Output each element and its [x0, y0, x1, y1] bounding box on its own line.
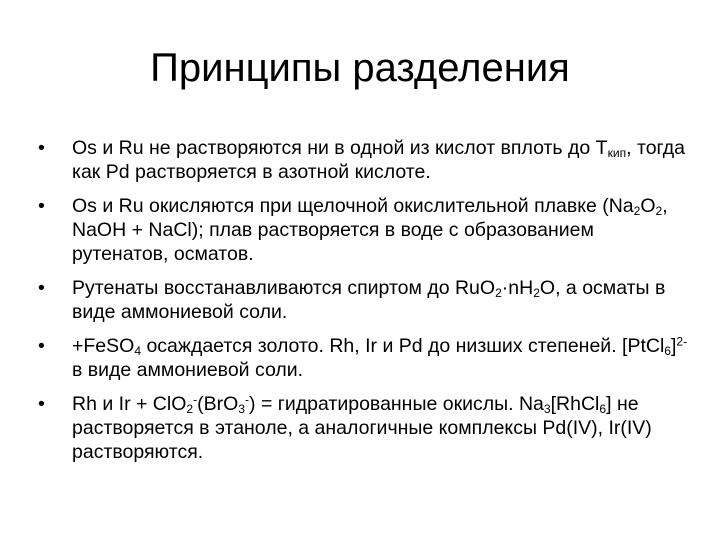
bullet-list — [34, 136, 694, 474]
slide-title: Принципы разделения — [150, 46, 570, 90]
subscript: 2 — [533, 286, 540, 301]
text-run: , тогда как Pd растворяется в азотной кислоте. — [72, 137, 685, 183]
subscript: 6 — [599, 402, 607, 417]
text-run: O, а осматы в виде аммониевой соли. — [72, 277, 666, 323]
subscript: 6 — [664, 344, 671, 359]
text-run: (BrO — [197, 393, 239, 415]
bullet-dot-icon: • — [38, 137, 45, 159]
bullet-text — [72, 195, 668, 265]
text-run: Os и Ru окисляются при щелочной окислительной плавке (Na — [72, 195, 634, 217]
subscript: 2 — [655, 204, 663, 219]
text-run: осаждается золото. Rh, Ir и Pd до низших степеней. [PtCl — [141, 335, 665, 357]
bullet-text — [72, 393, 652, 463]
bullet-text — [72, 277, 665, 323]
text-run: ) = гидратированные окислы. Na — [249, 393, 544, 415]
text-run: O — [640, 195, 656, 217]
subscript: 4 — [134, 344, 142, 359]
bullet-item — [34, 136, 694, 184]
text-run: Рутенаты восстанавливаются спиртом до RuO — [72, 277, 496, 299]
subscript: 3 — [238, 402, 246, 417]
bullet-item — [34, 194, 694, 266]
subscript: 2 — [495, 286, 502, 301]
subscript: 3 — [543, 402, 551, 417]
bullet-dot-icon: • — [38, 393, 45, 415]
bullet-text — [72, 335, 687, 381]
text-run: Os и Ru не растворяются ни в одной из кислот вплоть до T — [72, 137, 608, 159]
text-run: [RhCl — [550, 393, 600, 415]
subscript: кип — [607, 146, 627, 161]
bullet-item — [34, 392, 694, 464]
superscript: - — [245, 392, 250, 407]
bullet-item — [34, 276, 694, 324]
bullet-item — [34, 334, 694, 382]
text-run: ] — [671, 335, 677, 357]
text-run: +FeSO — [72, 335, 135, 357]
text-run: ] не растворяется в этаноле, а аналогичные комплексы Pd(IV), Ir(IV) растворяются. — [72, 393, 652, 463]
bullet-dot-icon: • — [38, 335, 45, 357]
text-run: , NaOH + NaCl); плав растворяется в воде с образованием рутенатов, осматов. — [72, 195, 668, 265]
text-run: Rh и Ir + ClO — [72, 393, 187, 415]
text-run: ·nH — [501, 277, 534, 299]
bullet-dot-icon: • — [38, 195, 45, 217]
superscript: - — [193, 392, 198, 407]
bullet-text — [72, 137, 685, 183]
text-run: в виде аммониевой соли. — [72, 359, 304, 381]
bullet-dot-icon: • — [38, 277, 45, 299]
subscript: 2 — [186, 402, 194, 417]
superscript: 2- — [676, 334, 688, 349]
subscript: 2 — [633, 204, 641, 219]
